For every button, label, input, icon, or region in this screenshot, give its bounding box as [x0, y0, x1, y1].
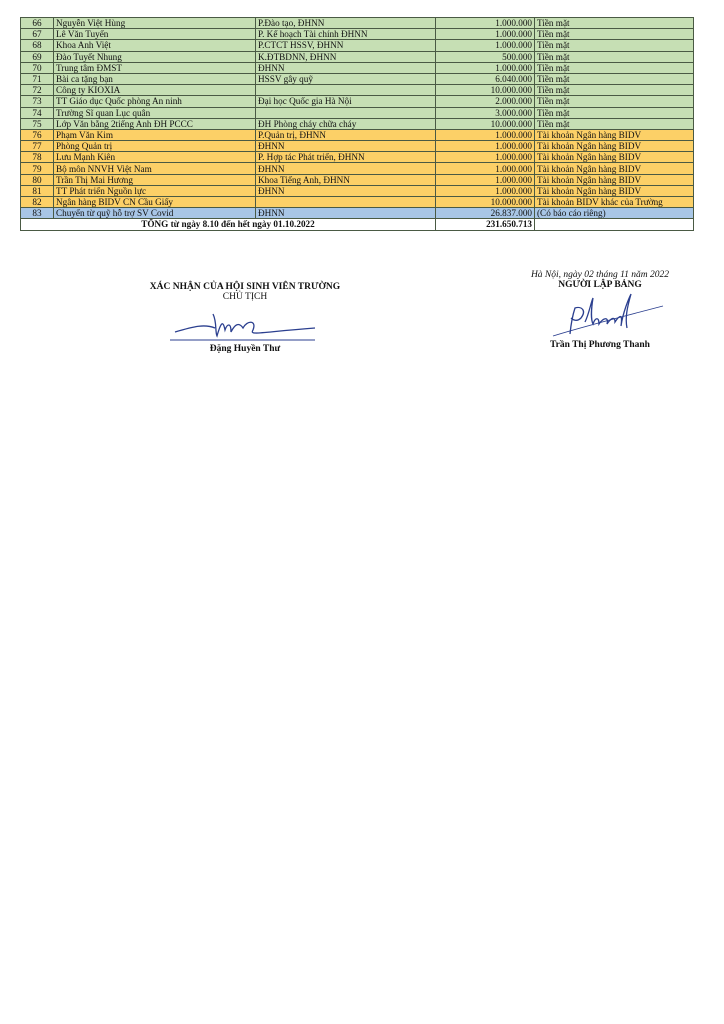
donation-amount: 2.000.000 [436, 96, 535, 107]
payment-method: Tiền mặt [535, 18, 694, 29]
row-number: 80 [21, 174, 54, 185]
signature-block-right [500, 270, 700, 350]
donor-name: Phạm Văn Kim [54, 129, 256, 140]
table-row [21, 62, 694, 73]
table-row [21, 197, 694, 208]
donor-name: Trung tâm ĐMST [54, 62, 256, 73]
donor-name: Trường Sĩ quan Lục quân [54, 107, 256, 118]
donor-unit: Khoa Tiếng Anh, ĐHNN [256, 174, 436, 185]
payment-method: Tài khoản Ngân hàng BIDV [535, 185, 694, 196]
row-number: 73 [21, 96, 54, 107]
right-signer-name: Trần Thị Phương Thanh [550, 340, 650, 350]
donation-table [20, 17, 694, 231]
donor-name: TT Phát triển Nguồn lực [54, 185, 256, 196]
donor-name: Bộ môn NNVH Việt Nam [54, 163, 256, 174]
row-number: 78 [21, 152, 54, 163]
donor-name: Ngân hàng BIDV CN Cầu Giấy [54, 197, 256, 208]
donation-amount: 1.000.000 [436, 129, 535, 140]
donor-name: Chuyển từ quỹ hỗ trợ SV Covid [54, 208, 256, 219]
row-number: 69 [21, 51, 54, 62]
total-label: TỔNG từ ngày 8.10 đến hết ngày 01.10.2022 [21, 219, 436, 230]
donation-amount: 1.000.000 [436, 29, 535, 40]
donor-name: Trần Thị Mai Hương [54, 174, 256, 185]
donor-unit: P. Hợp tác Phát triển, ĐHNN [256, 152, 436, 163]
donation-amount: 500.000 [436, 51, 535, 62]
report-date: Hà Nội, ngày 02 tháng 11 năm 2022 [530, 270, 670, 280]
donation-amount: 1.000.000 [436, 185, 535, 196]
row-number: 71 [21, 73, 54, 84]
donation-amount: 1.000.000 [436, 18, 535, 29]
right-heading: NGƯỜI LẬP BẢNG [558, 280, 642, 290]
payment-method: Tiền mặt [535, 73, 694, 84]
total-row [21, 219, 694, 230]
donor-name: Lưu Mạnh Kiên [54, 152, 256, 163]
row-number: 79 [21, 163, 54, 174]
payment-method: Tài khoản Ngân hàng BIDV [535, 152, 694, 163]
total-amount: 231.650.713 [436, 219, 535, 230]
donor-unit: ĐHNN [256, 208, 436, 219]
payment-method: Tiền mặt [535, 96, 694, 107]
payment-method: Tiền mặt [535, 40, 694, 51]
donor-unit: Đại học Quốc gia Hà Nội [256, 96, 436, 107]
table-row [21, 96, 694, 107]
row-number: 66 [21, 18, 54, 29]
donation-amount: 6.040.000 [436, 73, 535, 84]
donation-amount: 10.000.000 [436, 85, 535, 96]
table-row [21, 107, 694, 118]
table-row [21, 118, 694, 129]
right-handwritten-signature [525, 290, 675, 340]
table-row [21, 51, 694, 62]
donor-name: Khoa Anh Việt [54, 40, 256, 51]
table-row [21, 40, 694, 51]
donor-unit: ĐH Phòng cháy chữa cháy [256, 118, 436, 129]
donor-unit: ĐHNN [256, 62, 436, 73]
left-heading: XÁC NHẬN CỦA HỘI SINH VIÊN TRƯỜNG [149, 282, 341, 292]
donor-unit: HSSV gây quỹ [256, 73, 436, 84]
row-number: 82 [21, 197, 54, 208]
donation-amount: 1.000.000 [436, 163, 535, 174]
row-number: 83 [21, 208, 54, 219]
row-number: 70 [21, 62, 54, 73]
payment-method: Tài khoản Ngân hàng BIDV [535, 141, 694, 152]
payment-method: Tiền mặt [535, 29, 694, 40]
payment-method: Tiền mặt [535, 85, 694, 96]
donor-name: Đào Tuyết Nhung [54, 51, 256, 62]
donor-unit [256, 197, 436, 208]
row-number: 81 [21, 185, 54, 196]
donation-amount: 1.000.000 [436, 40, 535, 51]
table-row [21, 174, 694, 185]
table-row [21, 18, 694, 29]
donor-name: Phòng Quản trị [54, 141, 256, 152]
row-number: 75 [21, 118, 54, 129]
left-handwritten-signature [165, 302, 325, 344]
donation-amount: 1.000.000 [436, 141, 535, 152]
donation-amount: 3.000.000 [436, 107, 535, 118]
donation-amount: 26.837.000 [436, 208, 535, 219]
payment-method: Tài khoản Ngân hàng BIDV [535, 163, 694, 174]
donor-unit: ĐHNN [256, 163, 436, 174]
donor-name: Công ty KIOXIA [54, 85, 256, 96]
donation-amount: 1.000.000 [436, 62, 535, 73]
row-number: 74 [21, 107, 54, 118]
table-row [21, 73, 694, 84]
payment-method: Tiền mặt [535, 107, 694, 118]
donor-unit: ĐHNN [256, 185, 436, 196]
table-row [21, 85, 694, 96]
payment-method: Tiền mặt [535, 51, 694, 62]
table-row [21, 141, 694, 152]
donor-unit: K.ĐTBDNN, ĐHNN [256, 51, 436, 62]
donor-unit [256, 85, 436, 96]
donor-name: Nguyễn Việt Hùng [54, 18, 256, 29]
table-row [21, 208, 694, 219]
table-row [21, 29, 694, 40]
row-number: 67 [21, 29, 54, 40]
payment-method: Tài khoản Ngân hàng BIDV [535, 174, 694, 185]
donor-unit: P.Quản trị, ĐHNN [256, 129, 436, 140]
row-number: 77 [21, 141, 54, 152]
donation-amount: 10.000.000 [436, 118, 535, 129]
payment-method: Tài khoản Ngân hàng BIDV [535, 129, 694, 140]
donor-name: TT Giáo dục Quốc phòng An ninh [54, 96, 256, 107]
signature-block-left [130, 282, 360, 354]
donor-unit [256, 107, 436, 118]
payment-method: Tài khoản BIDV khác của Trường [535, 197, 694, 208]
donor-unit: ĐHNN [256, 141, 436, 152]
donation-amount: 1.000.000 [436, 174, 535, 185]
table-row [21, 185, 694, 196]
total-empty-cell [535, 219, 694, 230]
donor-unit: P.CTCT HSSV, ĐHNN [256, 40, 436, 51]
donation-amount: 1.000.000 [436, 152, 535, 163]
row-number: 76 [21, 129, 54, 140]
donor-unit: P.Đào tạo, ĐHNN [256, 18, 436, 29]
table-row [21, 163, 694, 174]
payment-method: (Có báo cáo riêng) [535, 208, 694, 219]
payment-method: Tiền mặt [535, 62, 694, 73]
donor-name: Lê Văn Tuyển [54, 29, 256, 40]
table-row [21, 152, 694, 163]
left-role: CHỦ TỊCH [222, 292, 268, 302]
donor-name: Lớp Văn bằng 2tiếng Anh ĐH PCCC [54, 118, 256, 129]
donor-unit: P. Kế hoạch Tài chính ĐHNN [256, 29, 436, 40]
donor-name: Bài ca tặng bạn [54, 73, 256, 84]
left-signer-name: Đặng Huyền Thư [209, 344, 281, 354]
table-row [21, 129, 694, 140]
donation-amount: 10.000.000 [436, 197, 535, 208]
row-number: 72 [21, 85, 54, 96]
payment-method: Tiền mặt [535, 118, 694, 129]
donation-table-body [21, 18, 694, 219]
row-number: 68 [21, 40, 54, 51]
